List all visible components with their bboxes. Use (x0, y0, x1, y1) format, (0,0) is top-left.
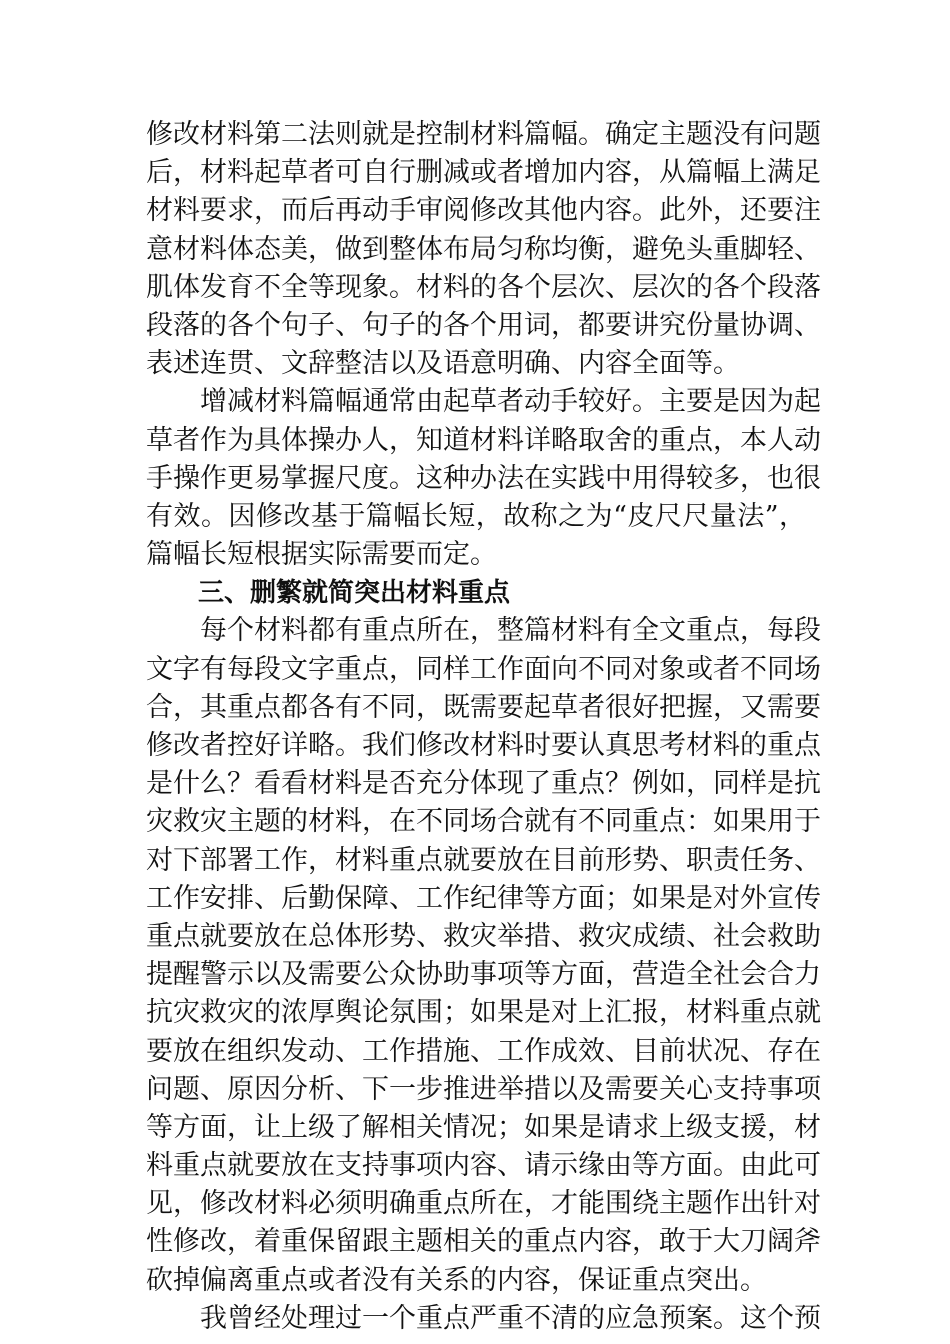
text-line: 段落的各个句子、句子的各个用词，都要讲究份量协调、 (146, 309, 821, 341)
text-line: 有效。因修改基于篇幅长短，故称之为“皮尺尺量法”， (146, 500, 806, 532)
text-line: 篇幅长短根据实际需要而定。 (146, 539, 497, 571)
text-line: 等方面，让上级了解相关情况；如果是请求上级支援，材 (146, 1111, 821, 1143)
text-line: 材料要求，而后再动手审阅修改其他内容。此外，还要注 (146, 195, 821, 227)
text-line: 修改材料第二法则就是控制材料篇幅。确定主题没有问题 (146, 119, 821, 150)
text-line: 工作安排、后勤保障、工作纪律等方面；如果是对外宣传 (146, 882, 821, 914)
text-line: 我曾经处理过一个重点严重不清的应急预案。这个预 (200, 1302, 821, 1334)
text-line: 提醒警示以及需要公众协助事项等方面，营造全社会合力 (146, 959, 821, 991)
text-line: 表述连贯、文辞整洁以及语意明确、内容全面等。 (146, 348, 740, 380)
text-line: 手操作更易掌握尺度。这种办法在实践中用得较多，也很 (146, 462, 821, 494)
text-line: 肌体发育不全等现象。材料的各个层次、层次的各个段落 (146, 271, 821, 303)
text-line: 是什么？看看材料是否充分体现了重点？例如，同样是抗 (146, 768, 821, 800)
text-line: 见，修改材料必须明确重点所在，才能围绕主题作出针对 (146, 1188, 821, 1220)
text-line: 每个材料都有重点所在，整篇材料有全文重点，每段 (200, 615, 821, 647)
text-line: 对下部署工作，材料重点就要放在目前形势、职责任务、 (146, 844, 821, 876)
section-heading: 三、删繁就简突出材料重点 (198, 578, 511, 609)
text-line: 问题、原因分析、下一步推进举措以及需要关心支持事项 (146, 1073, 821, 1105)
text-line: 要放在组织发动、工作措施、工作成效、目前状况、存在 (146, 1035, 821, 1067)
text-line: 料重点就要放在支持事项内容、请示缘由等方面。由此可 (146, 1150, 821, 1182)
text-line: 草者作为具体操办人，知道材料详略取舍的重点，本人动 (146, 424, 821, 456)
text-line: 重点就要放在总体形势、救灾举措、救灾成绩、社会救助 (146, 920, 821, 952)
text-line: 意材料体态美，做到整体布局匀称均衡，避免头重脚轻、 (146, 233, 821, 265)
text-line: 灾救灾主题的材料，在不同场合就有不同重点：如果用于 (146, 806, 821, 838)
text-line: 性修改，着重保留跟主题相关的重点内容，敢于大刀阔斧 (146, 1226, 821, 1258)
text-line: 抗灾救灾的浓厚舆论氛围；如果是对上汇报，材料重点就 (146, 997, 821, 1029)
text-line: 修改者控好详略。我们修改材料时要认真思考材料的重点 (146, 730, 821, 761)
text-line: 砍掉偏离重点或者没有关系的内容，保证重点突出。 (146, 1264, 767, 1296)
text-line: 合，其重点都各有不同，既需要起草者很好把握，又需要 (146, 691, 821, 723)
text-line: 增减材料篇幅通常由起草者动手较好。主要是因为起 (200, 386, 821, 418)
text-line: 文字有每段文字重点，同样工作面向不同对象或者不同场 (146, 653, 821, 685)
text-line: 后，材料起草者可自行删减或者增加内容，从篇幅上满足 (146, 157, 821, 189)
document-body (146, 116, 821, 1338)
